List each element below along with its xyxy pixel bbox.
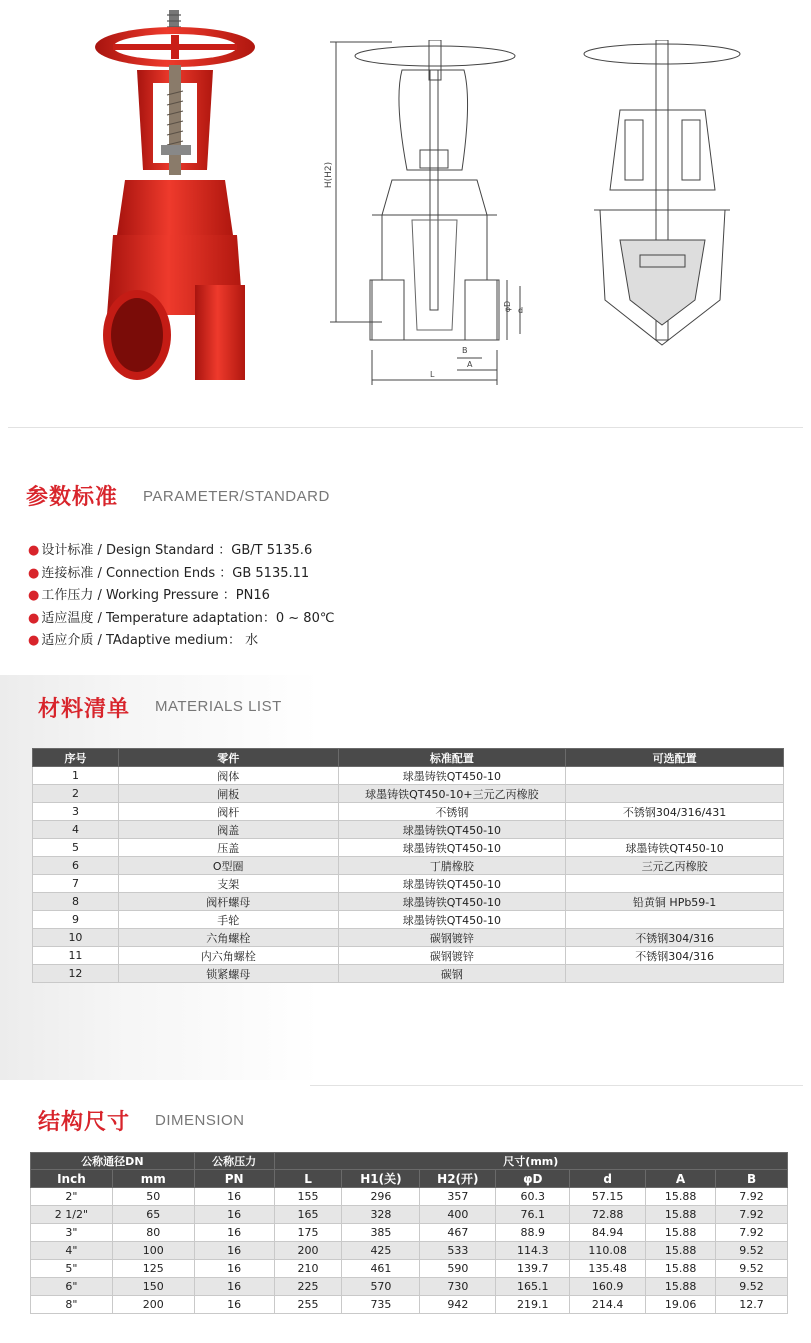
table-cell: 8" bbox=[31, 1296, 113, 1314]
table-cell: 不锈钢304/316/431 bbox=[566, 803, 784, 821]
table-cell: 11 bbox=[33, 947, 119, 965]
table-cell: 10 bbox=[33, 929, 119, 947]
dimension-title-en: DIMENSION bbox=[155, 1112, 245, 1129]
sub-header-cell: d bbox=[570, 1170, 646, 1188]
table-cell: 丁腈橡胶 bbox=[338, 857, 566, 875]
table-cell bbox=[566, 821, 784, 839]
table-cell: 碳钢镀锌 bbox=[338, 947, 566, 965]
table-cell: 2 bbox=[33, 785, 119, 803]
table-cell: 210 bbox=[274, 1260, 342, 1278]
table-row bbox=[33, 803, 784, 821]
parameter-item: ● 连接标准 / Connection Ends ：GB 5135.11 bbox=[28, 565, 310, 581]
table-cell: 16 bbox=[194, 1206, 274, 1224]
sub-header-cell: mm bbox=[112, 1170, 194, 1188]
table-cell: 400 bbox=[420, 1206, 496, 1224]
table-cell: 球墨铸铁QT450-10 bbox=[338, 767, 566, 785]
bullet-dot-icon: ● bbox=[28, 565, 40, 581]
table-cell: 12 bbox=[33, 965, 119, 983]
table-cell: 16 bbox=[194, 1242, 274, 1260]
table-cell: 7 bbox=[33, 875, 119, 893]
dim-label-l: L bbox=[430, 370, 435, 379]
sub-header-cell: H2(开) bbox=[420, 1170, 496, 1188]
table-cell: 175 bbox=[274, 1224, 342, 1242]
table-row bbox=[31, 1296, 788, 1314]
table-cell: 铅黄铜 HPb59-1 bbox=[566, 893, 784, 911]
table-row bbox=[33, 767, 784, 785]
table-cell: 84.94 bbox=[570, 1224, 646, 1242]
table-cell: 100 bbox=[112, 1242, 194, 1260]
table-cell: 1 bbox=[33, 767, 119, 785]
sub-header-cell: Inch bbox=[31, 1170, 113, 1188]
table-row bbox=[33, 839, 784, 857]
table-cell: 533 bbox=[420, 1242, 496, 1260]
table-cell bbox=[566, 965, 784, 983]
parameter-item: ● 适应介质 / TAdaptive medium： 水 bbox=[28, 633, 259, 648]
table-cell: 4" bbox=[31, 1242, 113, 1260]
dim-label-b: B bbox=[462, 346, 468, 355]
dim-label-d: d bbox=[518, 306, 524, 315]
dimension-title-cn: 结构尺寸 bbox=[38, 1110, 131, 1135]
table-cell: 2 1/2" bbox=[31, 1206, 113, 1224]
table-cell: 8 bbox=[33, 893, 119, 911]
header-cell: 序号 bbox=[33, 749, 119, 767]
table-cell: 球墨铸铁QT450-10 bbox=[338, 839, 566, 857]
dimension-table bbox=[30, 1152, 788, 1314]
bullet-dot-icon: ● bbox=[28, 588, 40, 603]
table-row bbox=[31, 1224, 788, 1242]
table-cell: 球墨铸铁QT450-10 bbox=[338, 821, 566, 839]
table-cell: 57.15 bbox=[570, 1188, 646, 1206]
table-cell: 165.1 bbox=[496, 1278, 570, 1296]
table-cell: 735 bbox=[342, 1296, 420, 1314]
parameters-title-en: PARAMETER/STANDARD bbox=[143, 488, 330, 505]
parameter-item: ● 适应温度 / Temperature adaptation：0 ~ 80℃ bbox=[28, 610, 335, 626]
table-cell: 2" bbox=[31, 1188, 113, 1206]
divider-top bbox=[8, 427, 803, 428]
table-cell: 3" bbox=[31, 1224, 113, 1242]
table-cell: 225 bbox=[274, 1278, 342, 1296]
group-header-cell: 尺寸(mm) bbox=[274, 1153, 787, 1170]
table-cell: 球墨铸铁QT450-10+三元乙丙橡胶 bbox=[338, 785, 566, 803]
table-cell: 114.3 bbox=[496, 1242, 570, 1260]
table-row bbox=[33, 965, 784, 983]
table-cell: 6" bbox=[31, 1278, 113, 1296]
sub-header-cell: H1(关) bbox=[342, 1170, 420, 1188]
table-cell: 16 bbox=[194, 1224, 274, 1242]
table-cell: 125 bbox=[112, 1260, 194, 1278]
table-cell: 385 bbox=[342, 1224, 420, 1242]
table-cell: 110.08 bbox=[570, 1242, 646, 1260]
table-cell: 15.88 bbox=[646, 1242, 716, 1260]
table-row bbox=[33, 785, 784, 803]
table-cell: 9 bbox=[33, 911, 119, 929]
parameters-list bbox=[28, 540, 334, 653]
table-cell: 阀体 bbox=[118, 767, 338, 785]
parameter-item: ● 设计标准 / Design Standard ：GB/T 5135.6 bbox=[28, 543, 313, 558]
table-cell: 357 bbox=[420, 1188, 496, 1206]
bullet-dot-icon: ● bbox=[28, 610, 40, 626]
table-cell: 60.3 bbox=[496, 1188, 570, 1206]
table-cell: 9.52 bbox=[716, 1260, 788, 1278]
table-cell: 160.9 bbox=[570, 1278, 646, 1296]
table-cell: 支架 bbox=[118, 875, 338, 893]
table-cell: 6 bbox=[33, 857, 119, 875]
table-cell: 压盖 bbox=[118, 839, 338, 857]
table-cell: 16 bbox=[194, 1278, 274, 1296]
header-cell: 标准配置 bbox=[338, 749, 566, 767]
table-cell: 425 bbox=[342, 1242, 420, 1260]
materials-header-row bbox=[33, 749, 784, 767]
sub-header-cell: PN bbox=[194, 1170, 274, 1188]
cross-section-drawing bbox=[580, 40, 745, 360]
table-cell: 六角螺栓 bbox=[118, 929, 338, 947]
table-cell: 730 bbox=[420, 1278, 496, 1296]
section-drawing bbox=[322, 40, 537, 390]
table-cell: 155 bbox=[274, 1188, 342, 1206]
table-cell: 内六角螺栓 bbox=[118, 947, 338, 965]
table-cell: 不锈钢 bbox=[338, 803, 566, 821]
bullet-dot-icon: ● bbox=[28, 633, 40, 648]
table-cell: 15.88 bbox=[646, 1206, 716, 1224]
table-cell: 7.92 bbox=[716, 1224, 788, 1242]
table-cell: 139.7 bbox=[496, 1260, 570, 1278]
bullet-dot-icon: ● bbox=[28, 543, 40, 558]
dim-label-h: H(H2) bbox=[324, 161, 335, 189]
table-cell: 三元乙丙橡胶 bbox=[566, 857, 784, 875]
table-row bbox=[33, 947, 784, 965]
sub-header-cell: A bbox=[646, 1170, 716, 1188]
table-cell: 328 bbox=[342, 1206, 420, 1224]
product-photo bbox=[95, 5, 275, 400]
header-cell: 零件 bbox=[118, 749, 338, 767]
table-row bbox=[33, 911, 784, 929]
sub-header-cell: L bbox=[274, 1170, 342, 1188]
table-cell: 214.4 bbox=[570, 1296, 646, 1314]
table-cell: 5 bbox=[33, 839, 119, 857]
table-cell: 200 bbox=[274, 1242, 342, 1260]
table-cell: 12.7 bbox=[716, 1296, 788, 1314]
table-cell: 590 bbox=[420, 1260, 496, 1278]
dimension-sub-header-row bbox=[31, 1170, 788, 1188]
table-cell: 7.92 bbox=[716, 1188, 788, 1206]
group-header-cell: 公称压力 bbox=[194, 1153, 274, 1170]
table-cell bbox=[566, 875, 784, 893]
table-cell: 锁紧螺母 bbox=[118, 965, 338, 983]
table-row bbox=[31, 1278, 788, 1296]
table-row bbox=[31, 1188, 788, 1206]
table-cell: 65 bbox=[112, 1206, 194, 1224]
table-row bbox=[33, 893, 784, 911]
table-cell: 阀杆 bbox=[118, 803, 338, 821]
parameter-item: ● 工作压力 / Working Pressure ：PN16 bbox=[28, 588, 270, 603]
table-cell: 7.92 bbox=[716, 1206, 788, 1224]
table-cell: 4 bbox=[33, 821, 119, 839]
table-cell: O型圈 bbox=[118, 857, 338, 875]
table-cell: 219.1 bbox=[496, 1296, 570, 1314]
table-cell: 88.9 bbox=[496, 1224, 570, 1242]
table-cell: 闸板 bbox=[118, 785, 338, 803]
parameters-title-cn: 参数标准 bbox=[26, 485, 119, 510]
group-header-cell: 公称通径DN bbox=[31, 1153, 195, 1170]
table-cell: 15.88 bbox=[646, 1188, 716, 1206]
table-cell: 165 bbox=[274, 1206, 342, 1224]
table-cell: 72.88 bbox=[570, 1206, 646, 1224]
table-cell: 255 bbox=[274, 1296, 342, 1314]
table-cell: 461 bbox=[342, 1260, 420, 1278]
table-cell: 3 bbox=[33, 803, 119, 821]
table-cell: 296 bbox=[342, 1188, 420, 1206]
table-cell: 467 bbox=[420, 1224, 496, 1242]
table-cell: 碳钢镀锌 bbox=[338, 929, 566, 947]
materials-title-en: MATERIALS LIST bbox=[155, 698, 282, 715]
table-cell bbox=[566, 767, 784, 785]
table-cell bbox=[566, 785, 784, 803]
sub-header-cell: φD bbox=[496, 1170, 570, 1188]
table-row bbox=[31, 1260, 788, 1278]
table-row bbox=[33, 857, 784, 875]
table-cell: 19.06 bbox=[646, 1296, 716, 1314]
table-cell: 135.48 bbox=[570, 1260, 646, 1278]
table-cell: 9.52 bbox=[716, 1242, 788, 1260]
table-cell: 球墨铸铁QT450-10 bbox=[338, 911, 566, 929]
table-cell: 阀杆螺母 bbox=[118, 893, 338, 911]
table-cell: 阀盖 bbox=[118, 821, 338, 839]
materials-title-cn: 材料清单 bbox=[38, 697, 131, 722]
table-cell: 9.52 bbox=[716, 1278, 788, 1296]
table-cell: 16 bbox=[194, 1188, 274, 1206]
table-cell: 80 bbox=[112, 1224, 194, 1242]
table-row bbox=[31, 1206, 788, 1224]
table-cell: 碳钢 bbox=[338, 965, 566, 983]
table-cell bbox=[566, 911, 784, 929]
dim-label-phi-d: φD bbox=[503, 300, 513, 313]
table-cell: 球墨铸铁QT450-10 bbox=[338, 875, 566, 893]
table-cell: 15.88 bbox=[646, 1278, 716, 1296]
table-cell: 不锈钢304/316 bbox=[566, 947, 784, 965]
table-cell: 15.88 bbox=[646, 1224, 716, 1242]
table-cell: 16 bbox=[194, 1260, 274, 1278]
table-cell: 16 bbox=[194, 1296, 274, 1314]
table-cell: 200 bbox=[112, 1296, 194, 1314]
table-cell: 手轮 bbox=[118, 911, 338, 929]
table-cell: 5" bbox=[31, 1260, 113, 1278]
table-cell: 942 bbox=[420, 1296, 496, 1314]
materials-table bbox=[32, 748, 784, 983]
table-cell: 76.1 bbox=[496, 1206, 570, 1224]
sub-header-cell: B bbox=[716, 1170, 788, 1188]
table-cell: 570 bbox=[342, 1278, 420, 1296]
table-row bbox=[33, 929, 784, 947]
table-cell: 球墨铸铁QT450-10 bbox=[338, 893, 566, 911]
table-cell: 15.88 bbox=[646, 1260, 716, 1278]
table-cell: 50 bbox=[112, 1188, 194, 1206]
table-row bbox=[33, 821, 784, 839]
table-cell: 球墨铸铁QT450-10 bbox=[566, 839, 784, 857]
table-row bbox=[33, 875, 784, 893]
table-cell: 150 bbox=[112, 1278, 194, 1296]
table-cell: 不锈钢304/316 bbox=[566, 929, 784, 947]
divider-middle bbox=[310, 1085, 803, 1086]
header-cell: 可选配置 bbox=[566, 749, 784, 767]
table-row bbox=[31, 1242, 788, 1260]
dim-label-a: A bbox=[467, 360, 473, 369]
dimension-group-header-row bbox=[31, 1153, 788, 1170]
